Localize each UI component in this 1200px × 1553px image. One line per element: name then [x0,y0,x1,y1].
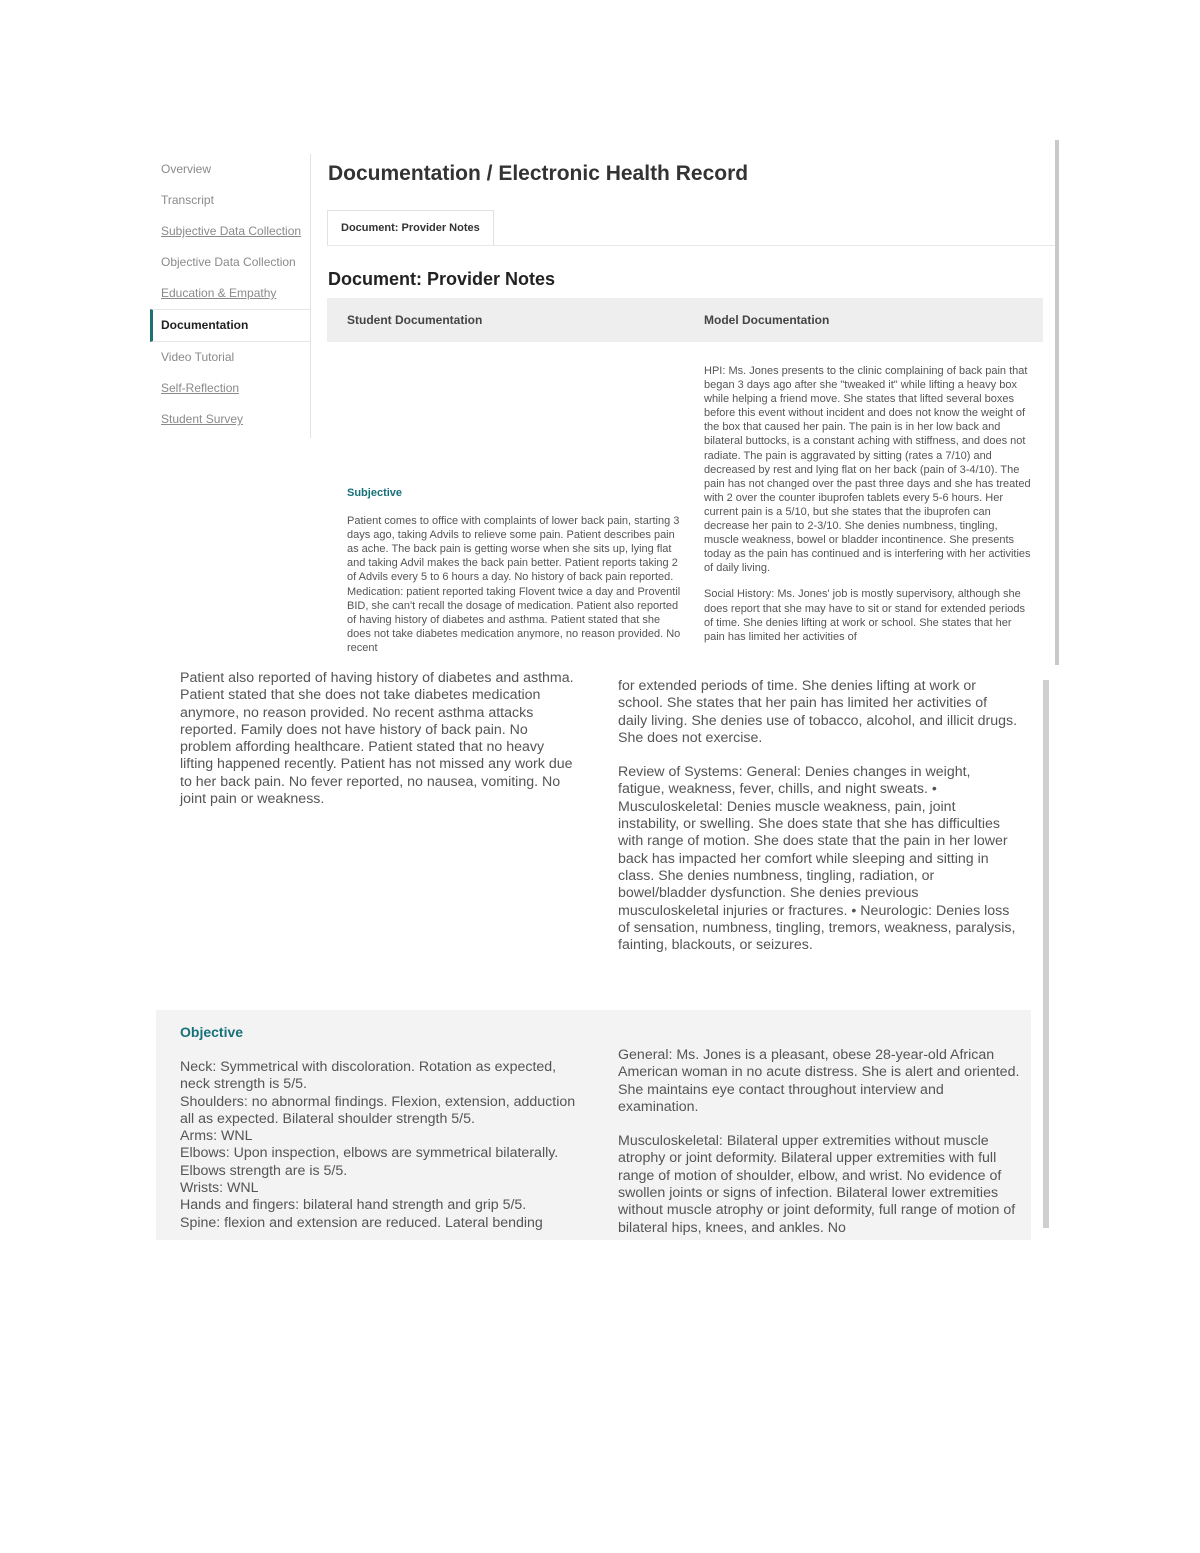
student-objective-text [180,1059,580,1232]
section-title: Document: Provider Notes [328,269,556,289]
subjective-label: Subjective [347,487,403,499]
objective-line: Shoulders: no abnormal findings. Flexion, extension, adduction all as expected. Bilateral shoulder strength 5/5. [180,1093,576,1127]
tab-provider-notes[interactable]: Document: Provider Notes [327,210,494,246]
objective-line: Spine: flexion and extension are reduced. Lateral bending [180,1214,543,1231]
sidebar-item-self-reflection[interactable]: Self-Reflection [161,381,240,395]
model-objective-text [618,1047,1023,1254]
tab-divider [327,245,1057,246]
sidebar-item-video-tutorial[interactable]: Video Tutorial [161,350,235,364]
model-objective-general: General: Ms. Jones is a pleasant, obese 28-year-old African American woman in no acute distress. She is alert and oriented. She maintains eye contact throughout interview and examination. [618,1047,1020,1115]
model-review-of-systems: Review of Systems: General: Denies changes in weight, fatigue, weakness, fever, chills, and night sweats. • Musculoskeletal: Denies muscle weakness, pain, joint instability, or swelling. She does state that she has difficulties with range of motion. She does state that the pain in her lower back has impacted her comfort while sleeping and sitting in class. She denies numbness, tingling, radiation, or bowel/bladder dysfunction. She denies previous musculoskeletal injuries or fractures. • Neurologic: Denies loss of sensation, numbness, tingling, tremors, weakness, paralysis, fainting, blackouts, or seizures. [618,764,1016,954]
sidebar-item-objective-data-collection[interactable]: Objective Data Collection [161,255,296,269]
scrollbar-top[interactable] [1055,140,1059,665]
objective-line: Elbows: Upon inspection, elbows are symmetrical bilaterally. Elbows strength are is 5/5. [180,1145,559,1179]
page-title: Documentation / Electronic Health Record [328,162,749,185]
column-header-model: Model Documentation [704,313,830,327]
student-documentation-text [347,486,682,655]
sidebar-item-education-empathy[interactable]: Education & Empathy [161,286,277,300]
student-subjective-continued: Patient also reported of having history of diabetes and asthma. Patient stated that she does not take diabetes medication anymore, no reason provided. No recent asthma attacks reported. Family does not have history of back pain. No problem affording healthcare. Patient stated that no heavy lifting happened recently. Patient has not missed any work due to her back pain. No fever reported, no nausea, vomiting. No joint pain or weakness. [180,670,574,808]
ehr-screenshot-top [150,140,1060,665]
objective-line: Wrists: WNL [180,1180,259,1197]
model-hpi: HPI: Ms. Jones presents to the clinic complaining of back pain that began 3 days ago after she "tweaked it" while lifting a heavy box while helping a friend move. She states that lifted several boxes before this event without incident and does not know the weight of the box that caused her pain. The pain is in her low back and bilateral buttocks, is a constant aching with stiffness, and does not radiate. The pain is aggravated by sitting (rates a 7/10) and decreased by rest and lying flat on her back (pain of 3-4/10). The pain has not changed over the past three days and she has treated with 2 over the counter ibuprofen tablets every 5-6 hours. Her current pain is a 5/10, but she states that the ibuprofen can decrease her pain to 2-3/10. She denies numbness, tingling, muscle weakness, bowel or bladder incontinence. She presents today as the pain has continued and is interfering with her activities of daily living. [704,365,1031,575]
model-social-history: Social History: Ms. Jones' job is mostly supervisory, although she does report that she may have to sit or stand for extended periods of time. She denies lifting at work or school. She states that her pain has limited her activities of [704,588,1026,643]
documentation-table-header [327,298,1043,342]
sidebar-item-transcript[interactable]: Transcript [161,193,214,207]
student-subjective-text: Patient comes to office with complaints of lower back pain, starting 3 days ago, taking Advils to relieve some pain. Patient describes pain as ache. The back pain is getting worse when she sits up, lying flat and taking Advil makes the back pain better. Patient reports taking 2 of Advils every 5 to 6 hours a day. No history of back pain reported. Medication: patient reported taking Flovent twice a day and Proventil BID, she can't recall the dosage of medication. Patient also reported of having history of diabetes and asthma. Patient stated that she does not take diabetes medication anymore, no reason provided. No recent [347,515,681,654]
objective-label: Objective [180,1024,244,1040]
sidebar-item-student-survey[interactable]: Student Survey [161,412,244,426]
model-social-history-end: for extended periods of time. She denies lifting at work or school. She states that her pain has limited her activities of daily living. She denies use of tobacco, alcohol, and illicit drugs. She does not exercise. [618,678,1018,746]
sidebar-item-documentation[interactable]: Documentation [150,309,310,342]
model-history-continued [618,678,1018,971]
ehr-screenshot-zoomed [156,670,1046,1236]
objective-line: Hands and fingers: bilateral hand strength and grip 5/5. [180,1197,527,1214]
scrollbar-bottom[interactable] [1043,680,1049,1228]
model-documentation-text [704,364,1034,656]
column-header-student: Student Documentation [347,313,483,327]
objective-line: Arms: WNL [180,1128,253,1145]
objective-section [156,1010,1031,1240]
model-objective-musculoskeletal: Musculoskeletal: Bilateral upper extremities without muscle atrophy or joint deformity. Bilateral upper extremities with full range of motion of shoulder, elbow, and wrist. No evidence of swollen joints or signs of infection. Bilateral lower extremities without muscle atrophy or joint deformity, full range of motion of bilateral hips, knees, and ankles. No [618,1133,1016,1236]
sidebar-item-subjective-data-collection[interactable]: Subjective Data Collection [161,224,302,238]
sidebar-nav [150,154,311,438]
objective-line: Neck: Symmetrical with discoloration. Rotation as expected, neck strength is 5/5. [180,1059,557,1093]
sidebar-item-overview[interactable]: Overview [161,162,212,176]
